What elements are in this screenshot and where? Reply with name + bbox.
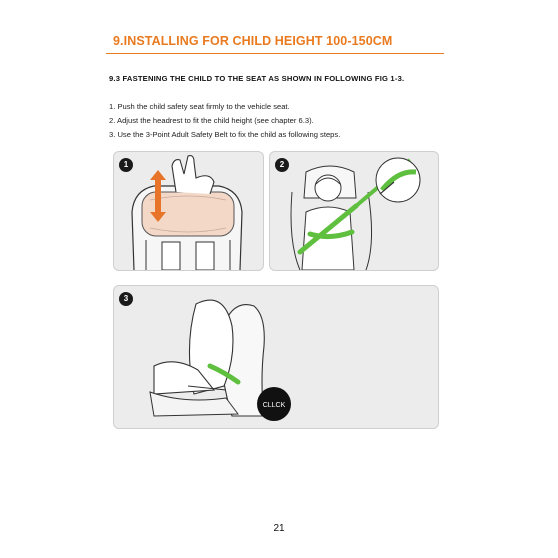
click-callout-label: CLLCK bbox=[262, 402, 286, 409]
figure-3-number: 3 bbox=[119, 292, 133, 306]
instruction-steps bbox=[109, 100, 340, 142]
figure-3-panel bbox=[113, 285, 439, 429]
step-2: 2. Adjust the headrest to fit the child height (see chapter 6.3). bbox=[109, 116, 314, 125]
section-heading: 9.3 FASTENING THE CHILD TO THE SEAT AS SHOWN IN FOLLOWING FIG 1-3. bbox=[109, 74, 405, 83]
title-underline bbox=[106, 53, 444, 54]
step-3: 3. Use the 3-Point Adult Safety Belt to fix the child as following steps. bbox=[109, 130, 341, 139]
adjust-headrest-illustration bbox=[114, 152, 263, 270]
page-number: 21 bbox=[273, 523, 285, 534]
page-title: 9.INSTALLING FOR CHILD HEIGHT 100-150CM bbox=[113, 34, 393, 48]
seat-belt-click-illustration bbox=[114, 286, 438, 428]
figure-2-panel bbox=[269, 151, 439, 271]
step-1: 1. Push the child safety seat firmly to the vehicle seat. bbox=[109, 102, 290, 111]
figure-1-panel bbox=[113, 151, 264, 271]
child-belted-illustration bbox=[270, 152, 438, 270]
figure-1-number: 1 bbox=[119, 158, 133, 172]
figure-2-number: 2 bbox=[275, 158, 289, 172]
